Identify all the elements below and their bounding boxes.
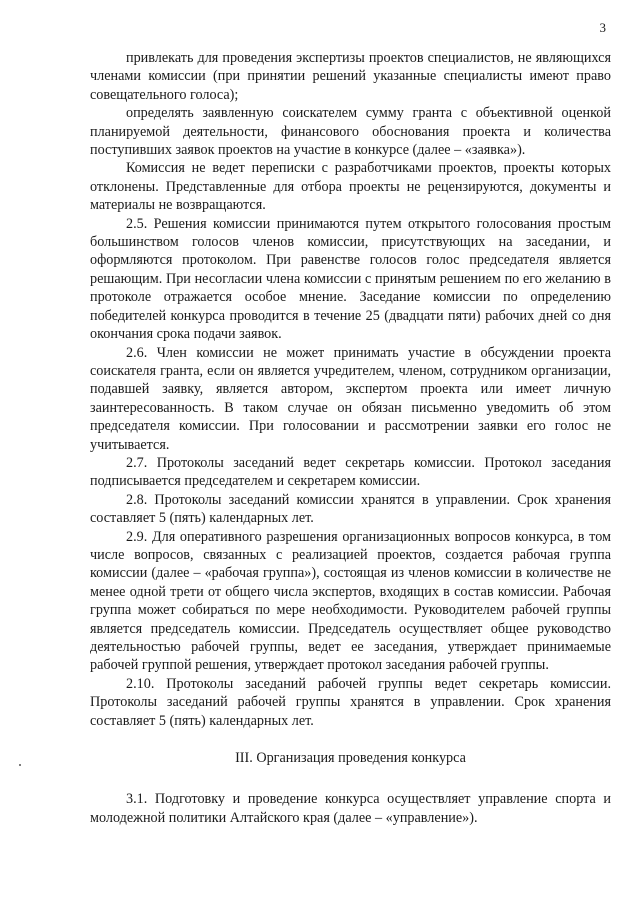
- paragraph: 2.7. Протоколы заседаний ведет секретарь комиссии. Протокол заседания подписывается председателем и секретарем комиссии.: [90, 454, 611, 490]
- scan-speck: [19, 764, 21, 766]
- page-number: 3: [599, 20, 606, 35]
- paragraph: привлекать для проведения экспертизы проектов специалистов, не являющихся членами комиссии (при принятии решений указанные специалисты имеют право совещательного голоса);: [90, 50, 611, 103]
- paragraph: 3.1. Подготовку и проведение конкурса осуществляет управление спорта и молодежной политики Алтайского края (далее – «управление»).: [90, 791, 611, 826]
- section-heading: III. Организация проведения конкурса: [235, 750, 466, 767]
- document-body: [90, 49, 611, 827]
- paragraph: 2.10. Протоколы заседаний рабочей группы ведет секретарь комиссии. Протоколы заседаний рабочей группы хранятся в управлении. Срок хранения составляет 5 (пять) календарных лет.: [90, 675, 611, 729]
- paragraph: 2.6. Член комиссии не может принимать участие в обсуждении проекта соискателя гранта, если он является учредителем, членом, сотрудником организации, подавшей заявку, является автором, экспертом проекта или имеет личную заинтересованность. В таком случае он обязан письменно уведомить об этом председателя комиссии. При голосовании и рассмотрении заявки его голос не учитывается.: [90, 344, 611, 453]
- paragraph: 2.9. Для оперативного разрешения организационных вопросов конкурса, в том числе вопросов, связанных с реализацией проектов, создается рабочая группа комиссии (далее – «рабочая группа»), состоящая из членов комиссии в количестве не менее одной трети от общего числа экспертов, входящих в состав комиссии. Рабочая группа может собираться по мере необходимости. Руководителем рабочей группы является председатель комиссии. Председатель осуществляет общее руководство деятельностью рабочей группы, ведет ее заседания, утверждает принимаемые рабочей группой решения, утверждает протокол заседания рабочей группы.: [90, 528, 611, 674]
- paragraph: определять заявленную соискателем сумму гранта с объективной оценкой планируемой деятельности, финансового обоснования проекта и количества поступивших заявок проектов на участие в конкурсе (далее – «заявка»).: [90, 105, 611, 159]
- paragraph: Комиссия не ведет переписки с разработчиками проектов, проекты которых отклонены. Представленные для отбора проекты не рецензируются, документы и материалы не возвращаются.: [90, 160, 611, 214]
- paragraph: 2.5. Решения комиссии принимаются путем открытого голосования простым большинством голосов членов комиссии, присутствующих на заседании, и оформляются протоколом. При равенстве голосов голос председателя является решающим. При несогласии члена комиссии с принятым решением по его желанию в протоколе отражается особое мнение. Заседание комиссии по определению победителей конкурса проводится в течение 25 (двадцати пяти) рабочих дней со дня окончания срока подачи заявок.: [90, 215, 611, 343]
- paragraph: 2.8. Протоколы заседаний комиссии хранятся в управлении. Срок хранения составляет 5 (пять) календарных лет.: [90, 491, 611, 527]
